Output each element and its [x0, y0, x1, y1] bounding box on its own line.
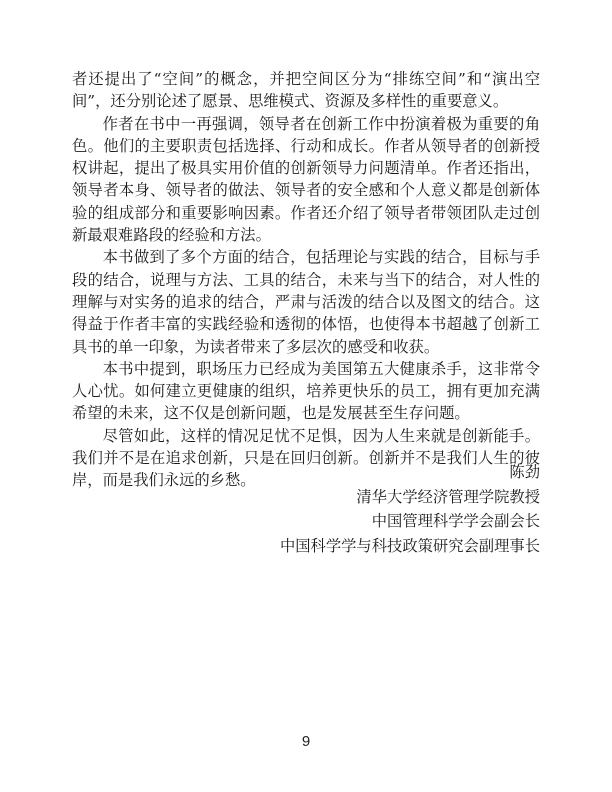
- paragraph: 尽管如此，这样的情况足忧不足惧，因为人生来就是创新能手。我们并不是在追求创新，只是在回归创新。创新并不是我们人生的彼岸，而是我们永远的乡愁。: [72, 426, 540, 490]
- paragraph: 者还提出了“空间”的概念，并把空间区分为“排练空间”和“演出空间”，还分别论述了愿景、思维模式、资源及多样性的重要意义。: [72, 70, 540, 111]
- paragraph: 本书做到了多个方面的结合，包括理论与实践的结合，目标与手段的结合，说理与方法、工具的结合，未来与当下的结合，对人性的理解与对实务的追求的结合，严肃与活泼的结合以及图文的结合。这得益于作者丰富的实践经验和透彻的体悟，也使得本书超越了创新工具书的单一印象，为读者带来了多层次的感受和收获。: [72, 248, 540, 356]
- body-text: [72, 68, 540, 492]
- signature-block: [280, 460, 540, 558]
- paragraph: 本书中提到，职场压力已经成为美国第五大健康杀手，这非常令人心忧。如何建立更健康的组织，培养更快乐的员工，拥有更加充满希望的未来，这不仅是创新问题，也是发展甚至生存问题。: [72, 359, 540, 423]
- author-title: 中国科学学与科技政策研究会副理事长: [279, 536, 540, 555]
- author-name: 陈劲: [509, 463, 540, 481]
- paragraph: 作者在书中一再强调，领导者在创新工作中扮演着极为重要的角色。他们的主要职责包括选择、行动和成长。作者从领导者的创新授权讲起，提出了极具实用价值的创新领导力问题清单。作者还指出，领导者本身、领导者的做法、领导者的安全感和个人意义都是创新体验的组成部分和重要影响因素。作者还介绍了领导者带领团队走过创新最艰难路段的经验和方法。: [72, 114, 540, 245]
- author-title: 中国管理科学学会副会长: [371, 512, 540, 530]
- page-number: 9: [301, 733, 311, 750]
- author-title: 清华大学经济管理学院教授: [356, 487, 540, 506]
